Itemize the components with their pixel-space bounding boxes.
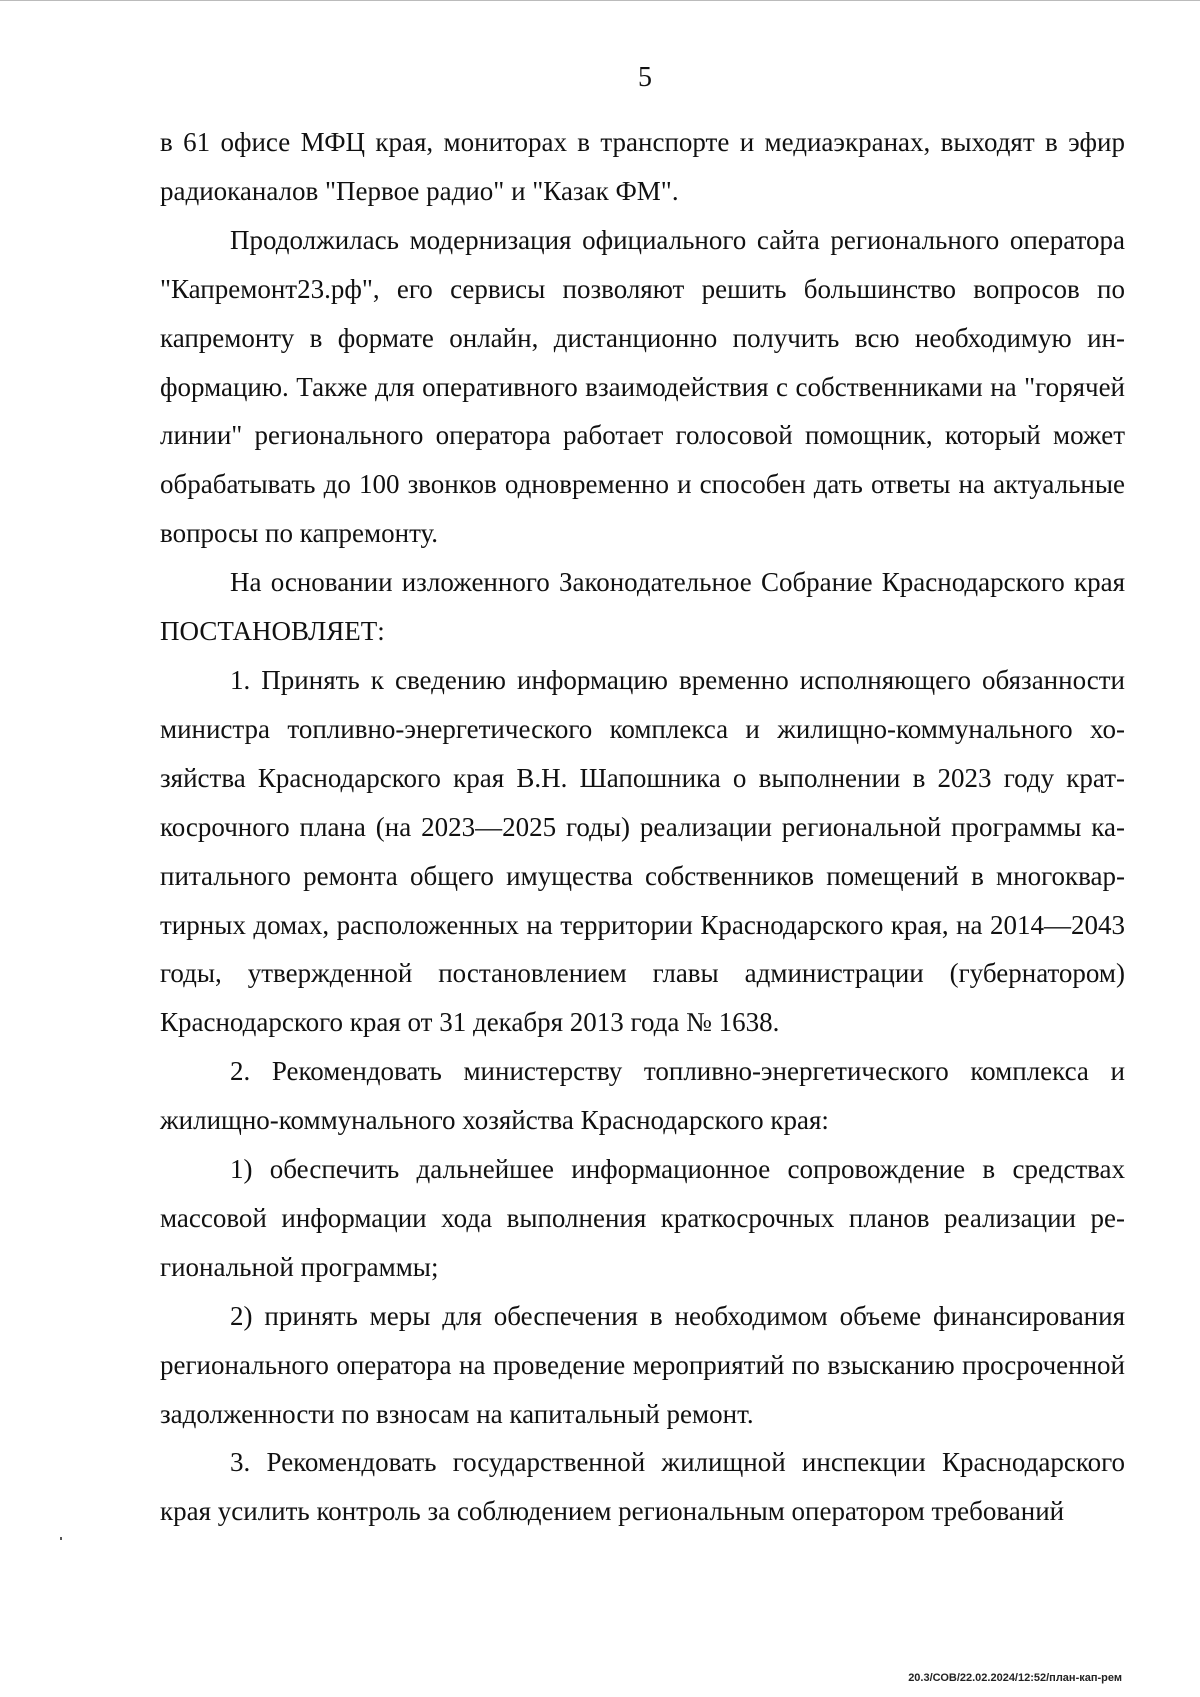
paragraph-item-2: 2. Рекомендовать министерству топливно-энергетического комплекса и жилищно-коммунального хозяйства Краснодарского края:	[160, 1056, 1125, 1136]
scan-speck	[60, 1537, 62, 1540]
paragraph-website: Продолжилась модернизация официального сайта регионального оператора "Капремонт23.рф", его сервисы позволяют решить большинство вопросов по капремонту в формате онлайн, дистанционно получить всю необходимую информацию. Также для оперативного взаимодействия с собственниками на "горячей линии" регионального оператора работает голосовой помощник, который может обрабатывать до 100 звонков одновременно и способен дать ответы на актуальные вопросы по капремонту.	[160, 224, 1125, 549]
page-top-border	[0, 0, 1200, 1]
document-body	[160, 118, 1125, 1536]
paragraph-item-1: 1. Принять к сведению информацию временно исполняющего обязанности министра топливно-энергетического комплекса и жилищно-коммунального хозяйства Краснодарского края В.Н. Шапошника о выполнении в 2023 году краткосрочного плана (на 2023—2025 годы) реализации региональной программы капитального ремонта общего имущества собственников помещений в многоквартирных домах, расположенных на территории Краснодарского края, на 2014—2043 годы, утвержденной постановлением главы администрации (губернатором) Краснодарского края от 31 декабря 2013 года № 1638.	[160, 664, 1125, 1038]
paragraph-item-2-1: 1) обеспечить дальнейшее информационное сопровождение в средствах массовой информации хода выполнения краткосрочных планов реализации региональной программы;	[160, 1154, 1125, 1282]
paragraph-item-3: 3. Рекомендовать государственной жилищной инспекции Краснодарского края усилить контроль за соблюдением региональным оператором требований	[160, 1447, 1125, 1527]
paragraph-resolution-intro: На основании изложенного Законодательное Собрание Краснодарского края ПОСТАНОВЛЯЕТ:	[160, 567, 1125, 647]
footer-document-code: 20.3/СОВ/22.02.2024/12:52/план-кап-рем	[908, 1672, 1122, 1684]
paragraph-item-2-2: 2) принять меры для обеспечения в необходимом объеме финансирования регионального оператора на проведение мероприятий по взысканию просроченной задолженности по взносам на капитальный ремонт.	[160, 1300, 1125, 1429]
paragraph-continuation: в 61 офисе МФЦ края, мониторах в транспорте и медиаэкранах, выходят в эфир радиоканалов "Первое радио" и "Казак ФМ".	[160, 127, 1125, 206]
page-number: 5	[638, 62, 652, 93]
